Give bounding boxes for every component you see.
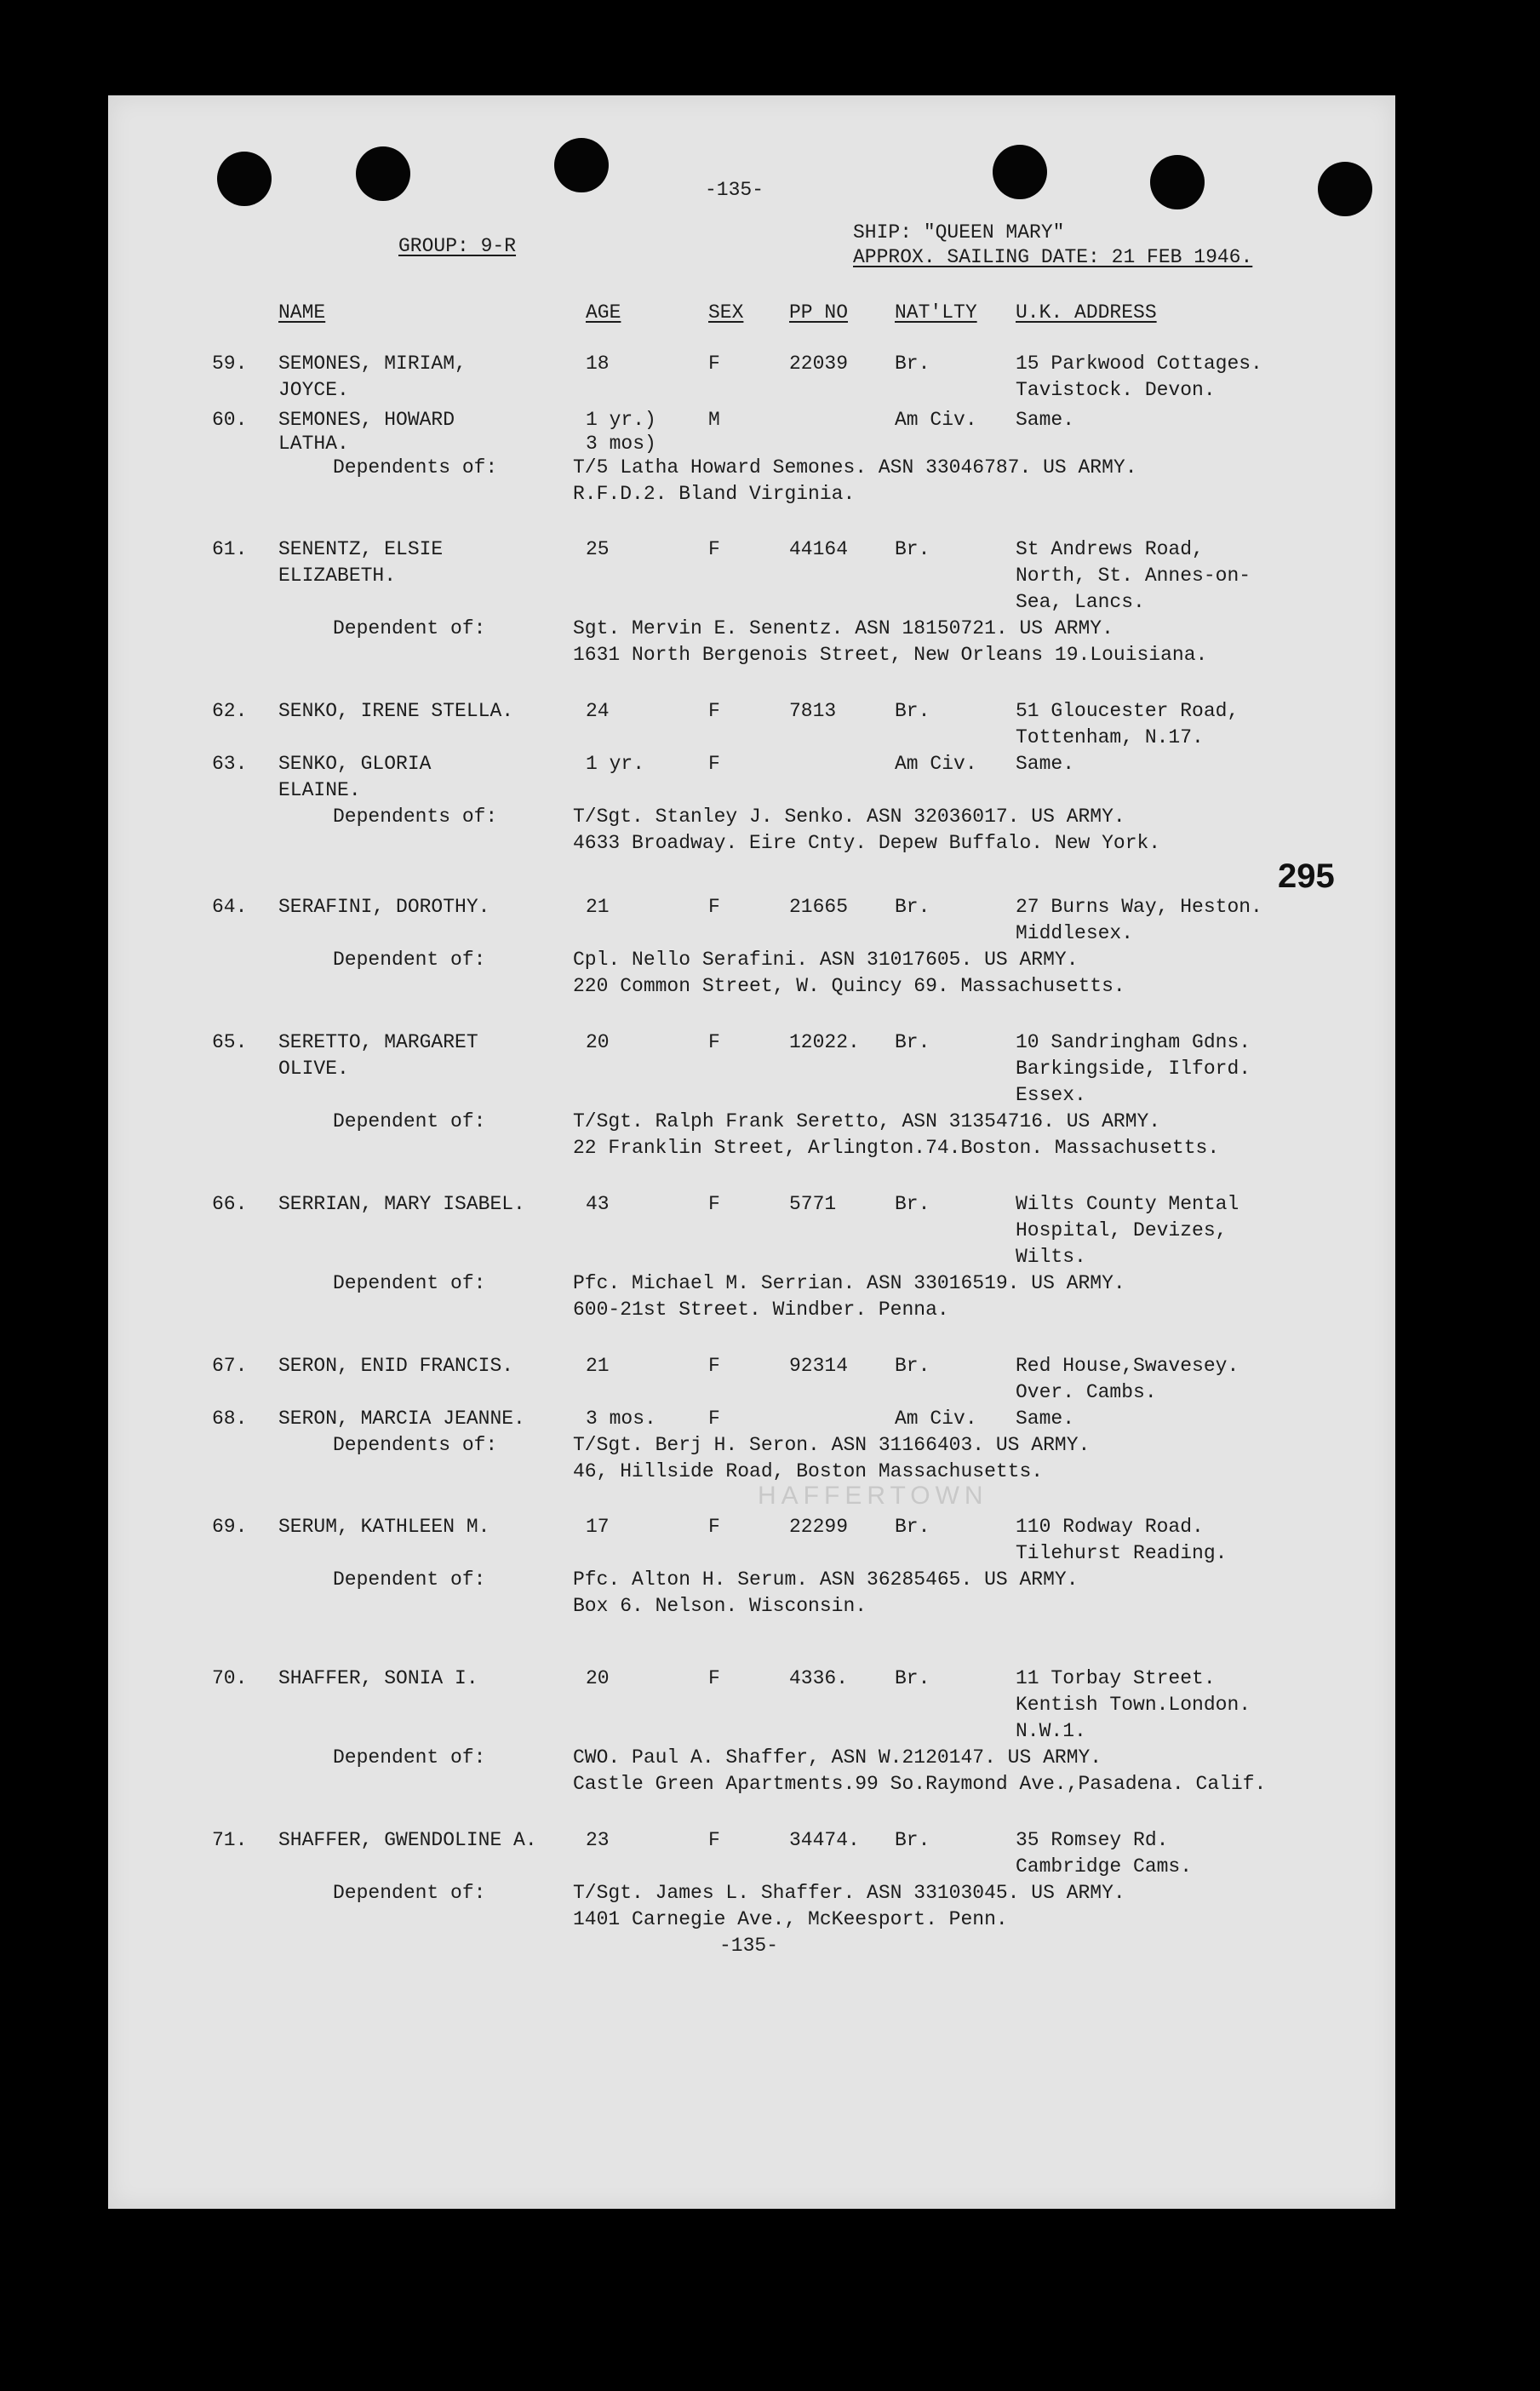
passenger-name: OLIVE. [278,1058,349,1080]
column-header-uk-address: U.K. ADDRESS [1016,301,1157,324]
sponsor-detail: 4633 Broadway. Eire Cnty. Depew Buffalo. New York. [573,832,1161,854]
passport-number: 21665 [789,896,849,918]
passenger-sex: F [708,700,720,722]
punch-hole [356,146,410,201]
punch-hole [217,152,272,206]
uk-address: 27 Burns Way, Heston. [1016,896,1262,918]
sponsor-detail: 600-21st Street. Windber. Penna. [573,1299,949,1321]
punch-hole [1318,162,1372,216]
passenger-age: 23 [586,1829,610,1851]
passenger-name: LATHA. [278,433,349,455]
passenger-age: 24 [586,700,610,722]
sponsor-detail: 1401 Carnegie Ave., McKeesport. Penn. [573,1908,1008,1930]
nationality: Am Civ. [895,409,977,431]
passenger-name: SHAFFER, SONIA I. [278,1667,478,1689]
passenger-sex: F [708,538,720,560]
sponsor-detail: R.F.D.2. Bland Virginia. [573,483,856,505]
uk-address: 51 Gloucester Road, [1016,700,1239,722]
passenger-name: ELIZABETH. [278,565,397,587]
nationality: Br. [895,700,930,722]
punch-hole [1150,155,1205,209]
passport-number: 44164 [789,538,849,560]
uk-address: Barkingside, Ilford. [1016,1058,1251,1080]
nationality: Br. [895,538,930,560]
column-header-pp-no: PP NO [789,301,849,324]
punch-hole [554,138,609,192]
record-number: 61. [212,538,248,560]
page-number-bottom: -135- [719,1935,779,1957]
sponsor-detail: T/Sgt. Stanley J. Senko. ASN 32036017. US ARMY. [573,806,1125,828]
nationality: Br. [895,1355,930,1377]
sailing-date: APPROX. SAILING DATE: 21 FEB 1946. [853,246,1253,268]
passenger-sex: F [708,896,720,918]
uk-address: Red House,Swavesey. [1016,1355,1239,1377]
sponsor-detail: T/5 Latha Howard Semones. ASN 33046787. US ARMY. [573,456,1137,479]
record-number: 64. [212,896,248,918]
punch-hole [993,145,1047,199]
uk-address: Same. [1016,409,1075,431]
record-number: 63. [212,753,248,775]
column-header-sex: SEX [708,301,744,324]
column-header-nationality: NAT'LTY [895,301,977,324]
uk-address: Same. [1016,1408,1075,1430]
uk-address: Cambridge Cams. [1016,1855,1193,1878]
dependent-label: Dependent of: [333,1568,486,1591]
record-number: 65. [212,1031,248,1053]
dependent-label: Dependent of: [333,1882,486,1904]
passport-number: 4336. [789,1667,849,1689]
passenger-name: SENKO, GLORIA [278,753,432,775]
passenger-sex: F [708,1408,720,1430]
column-header-age: AGE [586,301,621,324]
uk-address: 15 Parkwood Cottages. [1016,353,1262,375]
uk-address: Sea, Lancs. [1016,591,1145,613]
passenger-sex: F [708,353,720,375]
sponsor-detail: Sgt. Mervin E. Senentz. ASN 18150721. US ARMY. [573,617,1113,639]
passenger-name: SERAFINI, DOROTHY. [278,896,490,918]
dependent-label: Dependents of: [333,806,498,828]
nationality: Br. [895,1829,930,1851]
column-header-name: NAME [278,301,326,324]
passenger-name: SENKO, IRENE STELLA. [278,700,514,722]
uk-address: Kentish Town.London. [1016,1694,1251,1716]
passenger-sex: F [708,1031,720,1053]
uk-address: Tottenham, N.17. [1016,726,1204,748]
nationality: Am Civ. [895,1408,977,1430]
uk-address: Over. Cambs. [1016,1381,1157,1403]
passenger-sex: F [708,1667,720,1689]
sponsor-detail: Pfc. Alton H. Serum. ASN 36285465. US ARMY. [573,1568,1079,1591]
passenger-name: SENENTZ, ELSIE [278,538,444,560]
sponsor-detail: Box 6. Nelson. Wisconsin. [573,1595,867,1617]
passenger-sex: F [708,753,720,775]
passenger-name: JOYCE. [278,379,349,401]
sponsor-detail: 46, Hillside Road, Boston Massachusetts. [573,1460,1044,1482]
dependent-label: Dependent of: [333,949,486,971]
passenger-sex: F [708,1516,720,1538]
sponsor-detail: Cpl. Nello Serafini. ASN 31017605. US ARMY. [573,949,1079,971]
dependent-label: Dependent of: [333,1272,486,1294]
nationality: Br. [895,1516,930,1538]
sponsor-detail: T/Sgt. Berj H. Seron. ASN 31166403. US ARMY. [573,1434,1091,1456]
passport-number: 12022. [789,1031,860,1053]
uk-address: Wilts. [1016,1246,1086,1268]
nationality: Br. [895,896,930,918]
passenger-age: 17 [586,1516,610,1538]
uk-address: 35 Romsey Rd. [1016,1829,1169,1851]
dependent-label: Dependent of: [333,1746,486,1769]
dependent-label: Dependents of: [333,456,498,479]
passenger-name: SERUM, KATHLEEN M. [278,1516,490,1538]
passenger-name: SERETTO, MARGARET [278,1031,478,1053]
record-number: 69. [212,1516,248,1538]
page-stamp: 295 [1278,857,1335,895]
passport-number: 92314 [789,1355,849,1377]
record-number: 70. [212,1667,248,1689]
passenger-age: 21 [586,1355,610,1377]
uk-address: North, St. Annes-on- [1016,565,1251,587]
uk-address: Same. [1016,753,1075,775]
sponsor-detail: T/Sgt. Ralph Frank Seretto, ASN 31354716. US ARMY. [573,1110,1161,1132]
passenger-age: 3 mos. [586,1408,656,1430]
page-number-top: -135- [705,179,764,201]
passport-number: 7813 [789,700,837,722]
sponsor-detail: 220 Common Street, W. Quincy 69. Massachusetts. [573,975,1125,997]
uk-address: Tavistock. Devon. [1016,379,1216,401]
record-number: 71. [212,1829,248,1851]
sponsor-detail: Pfc. Michael M. Serrian. ASN 33016519. US ARMY. [573,1272,1125,1294]
uk-address: Middlesex. [1016,922,1134,944]
passenger-name: SERRIAN, MARY ISABEL. [278,1193,525,1215]
nationality: Br. [895,1031,930,1053]
uk-address: 10 Sandringham Gdns. [1016,1031,1251,1053]
bleed-through-text: HAFFERTOWN [758,1482,988,1510]
sponsor-detail: 1631 North Bergenois Street, New Orleans 19.Louisiana. [573,644,1208,666]
uk-address: Tilehurst Reading. [1016,1542,1228,1564]
sponsor-detail: Castle Green Apartments.99 So.Raymond Ave.,Pasadena. Calif. [573,1773,1267,1795]
passport-number: 22299 [789,1516,849,1538]
passenger-age: 1 yr.) [586,409,656,431]
passenger-name: ELAINE. [278,779,361,801]
ship-name: SHIP: "QUEEN MARY" [853,221,1065,244]
record-number: 60. [212,409,248,431]
uk-address: 110 Rodway Road. [1016,1516,1204,1538]
passenger-name: SEMONES, HOWARD [278,409,455,431]
uk-address: 11 Torbay Street. [1016,1667,1216,1689]
uk-address: St Andrews Road, [1016,538,1204,560]
dependent-label: Dependents of: [333,1434,498,1456]
passenger-age: 25 [586,538,610,560]
passenger-name: SERON, ENID FRANCIS. [278,1355,514,1377]
passenger-name: SERON, MARCIA JEANNE. [278,1408,525,1430]
record-number: 67. [212,1355,248,1377]
passenger-age: 3 mos) [586,433,656,455]
group-label: GROUP: 9-R [398,235,517,257]
passenger-name: SHAFFER, GWENDOLINE A. [278,1829,537,1851]
uk-address: Hospital, Devizes, [1016,1219,1228,1241]
passenger-sex: F [708,1355,720,1377]
uk-address: Essex. [1016,1084,1086,1106]
record-number: 59. [212,353,248,375]
nationality: Am Civ. [895,753,977,775]
record-number: 66. [212,1193,248,1215]
passenger-age: 1 yr. [586,753,645,775]
dependent-label: Dependent of: [333,617,486,639]
nationality: Br. [895,1667,930,1689]
passenger-age: 20 [586,1667,610,1689]
document-sheet [108,95,1395,2209]
dependent-label: Dependent of: [333,1110,486,1132]
sponsor-detail: T/Sgt. James L. Shaffer. ASN 33103045. US ARMY. [573,1882,1125,1904]
passenger-age: 43 [586,1193,610,1215]
passenger-name: SEMONES, MIRIAM, [278,353,467,375]
passenger-age: 21 [586,896,610,918]
nationality: Br. [895,353,930,375]
nationality: Br. [895,1193,930,1215]
passenger-sex: F [708,1829,720,1851]
sponsor-detail: 22 Franklin Street, Arlington.74.Boston. Massachusetts. [573,1137,1220,1159]
passenger-age: 18 [586,353,610,375]
passport-number: 5771 [789,1193,837,1215]
passport-number: 34474. [789,1829,860,1851]
uk-address: N.W.1. [1016,1720,1086,1742]
uk-address: Wilts County Mental [1016,1193,1239,1215]
record-number: 68. [212,1408,248,1430]
passport-number: 22039 [789,353,849,375]
record-number: 62. [212,700,248,722]
sponsor-detail: CWO. Paul A. Shaffer, ASN W.2120147. US ARMY. [573,1746,1102,1769]
passenger-sex: M [708,409,720,431]
passenger-age: 20 [586,1031,610,1053]
passenger-sex: F [708,1193,720,1215]
